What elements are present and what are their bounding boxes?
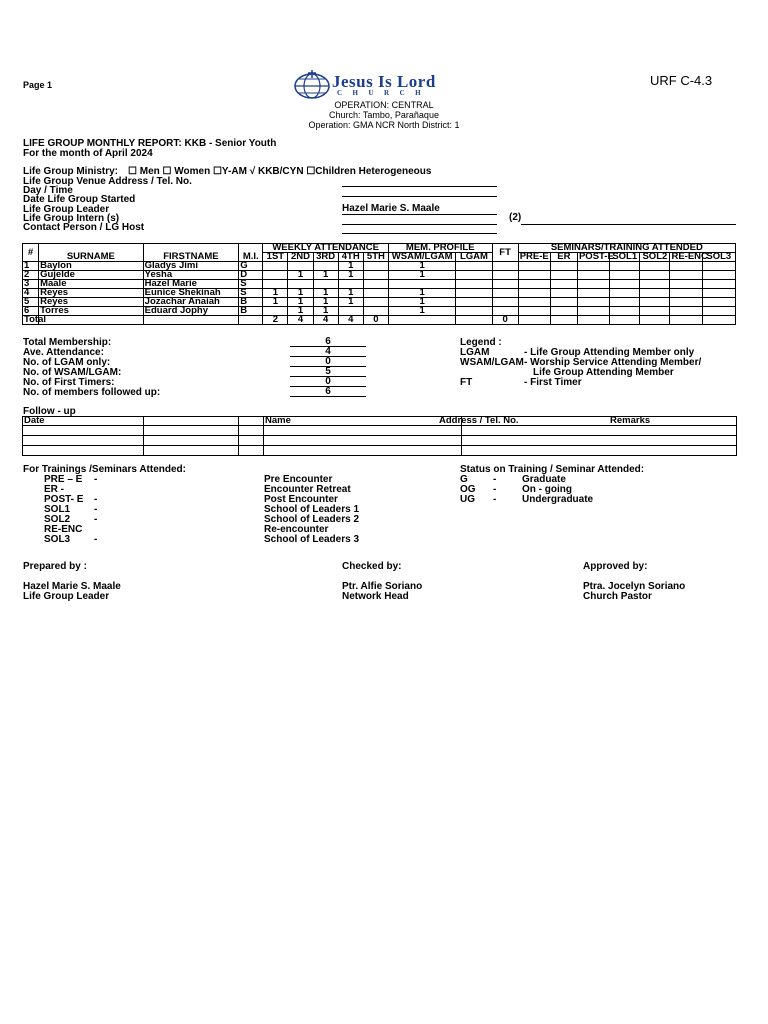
table-cell: Reyes (39, 289, 144, 298)
training-code: ER - (44, 484, 64, 495)
table-cell (610, 262, 640, 271)
table-cell: 1 (288, 289, 313, 298)
legend-lgam-key: LGAM (460, 347, 490, 358)
col-er: ER (550, 253, 577, 262)
status-dash: - (493, 494, 497, 505)
table-cell: 6 (23, 307, 39, 316)
table-cell (670, 298, 702, 307)
table-cell: 0 (363, 316, 388, 325)
followup-col-address: Address / Tel. No. (439, 415, 519, 426)
logo-subtitle: CHURCH (337, 89, 432, 97)
training-name: School of Leaders 2 (264, 514, 360, 525)
intern-line-left (342, 224, 497, 225)
church-line: Church: Tambo, Parañaque (329, 110, 439, 120)
table-cell: Jozachar Anaiah (143, 298, 239, 307)
col-week-3: 3RD (313, 253, 338, 262)
table-cell (577, 280, 609, 289)
weekly-attendance-header: WEEKLY ATTENDANCE (263, 244, 389, 253)
summary-label: No. of First Timers: (23, 377, 115, 388)
table-cell: 1 (263, 289, 288, 298)
training-code: POST- E (44, 494, 84, 505)
table-cell: Total (24, 314, 46, 325)
leader-value: Hazel Marie S. Maale (342, 203, 440, 214)
table-row (23, 307, 736, 316)
table-cell: 1 (313, 307, 338, 316)
table-cell (239, 316, 263, 325)
table-cell: 1 (338, 289, 363, 298)
table-cell (610, 298, 640, 307)
table-cell (640, 307, 670, 316)
table-cell (670, 262, 702, 271)
table-cell (456, 298, 492, 307)
followup-col-date: Date (23, 417, 144, 426)
table-cell (456, 316, 492, 325)
table-cell: 5 (23, 298, 39, 307)
col-sol3: SOL3 (702, 253, 735, 262)
table-cell (640, 280, 670, 289)
training-name: School of Leaders 1 (264, 504, 360, 515)
col-mi: M.I. (239, 244, 263, 262)
legend-wsam-key: WSAM/LGAM (460, 357, 524, 368)
table-cell (550, 307, 577, 316)
summary-value: 6 (290, 387, 366, 397)
table-cell (610, 289, 640, 298)
approved-label: Approved by: (583, 561, 648, 572)
col-week-2: 2ND (288, 253, 313, 262)
table-cell (610, 280, 640, 289)
venue-line (342, 186, 497, 187)
table-cell: 1 (263, 298, 288, 307)
table-cell (702, 289, 735, 298)
table-cell (363, 271, 388, 280)
table-cell (456, 289, 492, 298)
training-name: Re-encounter (264, 524, 329, 535)
prepared-role: Life Group Leader (23, 591, 110, 602)
table-cell (456, 271, 492, 280)
report-title: LIFE GROUP MONTHLY REPORT: KKB - Senior Youth (23, 138, 277, 149)
status-code: G (460, 474, 468, 485)
table-row (23, 298, 736, 307)
leader-line (342, 214, 497, 215)
seminars-header: SEMINARS/TRAINING ATTENDED (518, 244, 735, 253)
table-cell (518, 316, 550, 325)
table-cell (550, 262, 577, 271)
table-cell (492, 289, 518, 298)
table-cell: B (239, 307, 263, 316)
table-cell (363, 298, 388, 307)
trainings-title: For Trainings /Seminars Attended: (23, 464, 186, 475)
training-dash: - (94, 534, 98, 545)
summary-value: 4 (290, 347, 366, 357)
training-dash: - (94, 474, 98, 485)
ministry-options: ☐ Men ☐ Women ☐Y-AM √ KKB/CYN ☐Children Heterogeneous (128, 166, 432, 177)
table-cell: 1 (313, 271, 338, 280)
table-cell: 4 (23, 289, 39, 298)
col-pre-e: PRE-E (519, 251, 549, 262)
table-cell (39, 316, 144, 325)
table-cell: 4 (338, 316, 363, 325)
table-cell: 2 (23, 271, 39, 280)
table-cell (492, 280, 518, 289)
day-time-label: Day / Time (23, 185, 73, 196)
table-cell (670, 289, 702, 298)
followup-row (23, 446, 737, 456)
status-desc: Graduate (522, 474, 566, 485)
training-name: School of Leaders 3 (264, 534, 360, 545)
table-cell: B (239, 298, 263, 307)
legend-wsam-desc: - Worship Service Attending Member/ (524, 357, 702, 368)
table-cell (550, 280, 577, 289)
checked-role: Network Head (342, 591, 409, 602)
status-dash: - (493, 474, 497, 485)
summary-label: No. of members followed up: (23, 387, 161, 398)
table-cell (577, 316, 609, 325)
table-cell (577, 307, 609, 316)
table-cell (363, 262, 388, 271)
table-cell: 1 (288, 307, 313, 316)
table-cell (143, 316, 239, 325)
table-cell (640, 289, 670, 298)
status-dash: - (493, 484, 497, 495)
col-re-enc: RE-ENC (671, 251, 708, 262)
legend-wsam-desc-2: Life Group Attending Member (533, 367, 674, 378)
table-cell: 1 (388, 298, 455, 307)
training-code: PRE – E (44, 474, 83, 485)
table-cell (518, 298, 550, 307)
venue-label: Life Group Venue Address / Tel. No. (23, 176, 192, 187)
table-cell: Maale (39, 280, 144, 289)
col-lgam: LGAM (456, 253, 492, 262)
table-cell: 1 (388, 262, 455, 271)
col-number: # (23, 244, 39, 262)
table-cell: 1 (313, 298, 338, 307)
table-cell (577, 289, 609, 298)
table-cell: 1 (388, 271, 455, 280)
table-cell (550, 298, 577, 307)
member-profile-header: MEM. PROFILE (388, 244, 492, 253)
table-cell: 1 (338, 271, 363, 280)
table-row (23, 271, 736, 280)
table-cell: S (239, 280, 263, 289)
status-desc: On - going (522, 484, 572, 495)
table-cell (263, 271, 288, 280)
col-sol2: SOL2 (640, 253, 670, 262)
table-cell (702, 271, 735, 280)
total-row (23, 316, 736, 325)
page-label: Page 1 (23, 80, 53, 90)
table-cell: 1 (388, 289, 455, 298)
table-cell (702, 307, 735, 316)
globe-icon (292, 70, 332, 100)
table-cell: 1 (23, 262, 39, 271)
intern-line (521, 224, 736, 225)
summary-label: Ave. Attendance: (23, 347, 104, 358)
table-cell (702, 280, 735, 289)
table-cell: Hazel Marie (143, 280, 239, 289)
table-cell: 1 (313, 289, 338, 298)
legend-lgam-desc: - Life Group Attending Member only (524, 347, 695, 358)
table-cell (550, 316, 577, 325)
table-cell (363, 280, 388, 289)
status-code: OG (460, 484, 476, 495)
table-cell (518, 262, 550, 271)
training-dash: - (94, 514, 98, 525)
summary-label: No. of LGAM only: (23, 357, 111, 368)
summary-value: 5 (290, 367, 366, 377)
table-cell (456, 307, 492, 316)
col-firstname: FIRSTNAME (143, 244, 239, 262)
training-dash: - (94, 504, 98, 515)
training-name: Encounter Retreat (264, 484, 351, 495)
followup-row (23, 436, 737, 446)
table-cell: Eunice Shekinah (143, 289, 239, 298)
table-cell: Torres (39, 307, 144, 316)
followup-table (22, 416, 737, 456)
table-row (23, 280, 736, 289)
followup-col-remarks: Remarks (462, 417, 737, 426)
table-cell (702, 316, 735, 325)
table-cell (388, 316, 455, 325)
table-cell (363, 289, 388, 298)
table-cell: S (239, 289, 263, 298)
attendance-table (22, 243, 736, 325)
approved-name: Ptra. Jocelyn Soriano (583, 581, 686, 592)
table-cell (670, 271, 702, 280)
table-cell: Gujelde (39, 271, 144, 280)
col-surname: SURNAME (39, 244, 144, 262)
table-cell (263, 262, 288, 271)
col-week-4: 4TH (338, 253, 363, 262)
table-cell: D (239, 271, 263, 280)
table-cell: 4 (288, 316, 313, 325)
table-cell (610, 316, 640, 325)
table-cell (640, 298, 670, 307)
table-cell: 3 (23, 280, 39, 289)
table-cell: 4 (313, 316, 338, 325)
training-name: Post Encounter (264, 494, 338, 505)
table-cell (518, 280, 550, 289)
table-cell (550, 271, 577, 280)
followup-title: Follow - up (23, 406, 76, 417)
status-title: Status on Training / Seminar Attended: (460, 464, 645, 475)
followup-col-name: Name Address / Tel. No. (265, 415, 519, 426)
table-row (23, 262, 736, 271)
col-post-e: POST-E (578, 251, 614, 262)
col-week-5: 5TH (363, 253, 388, 262)
summary-value: 0 (290, 377, 366, 387)
table-cell (456, 262, 492, 271)
table-cell (670, 280, 702, 289)
intern-label: Life Group Intern (s) (23, 213, 120, 224)
training-code: RE-ENC (44, 524, 83, 535)
leader-label: Life Group Leader (23, 204, 110, 215)
table-cell: 1 (288, 271, 313, 280)
table-cell: Reyes (39, 298, 144, 307)
table-cell: Baylon (39, 262, 144, 271)
intern-count: (2) (509, 212, 522, 223)
day-time-line (342, 196, 497, 197)
col-wsam-lgam: WSAM/LGAM (388, 253, 455, 262)
table-cell (518, 289, 550, 298)
training-dash: - (94, 494, 98, 505)
table-cell: 0 (492, 316, 518, 325)
status-desc: Undergraduate (522, 494, 594, 505)
followup-row (23, 426, 737, 436)
table-cell (610, 307, 640, 316)
legend-ft-key: FT (460, 377, 473, 388)
training-code: SOL1 (44, 504, 71, 515)
report-month: For the month of April 2024 (23, 148, 153, 159)
table-cell (492, 298, 518, 307)
table-cell (492, 262, 518, 271)
table-cell (577, 262, 609, 271)
table-cell (577, 271, 609, 280)
table-cell (518, 307, 550, 316)
summary-value: 0 (290, 357, 366, 367)
checked-name: Ptr. Alfie Soriano (342, 581, 423, 592)
table-cell (702, 262, 735, 271)
table-cell: G (239, 262, 263, 271)
col-ft: FT (492, 244, 518, 262)
table-row (23, 289, 736, 298)
checked-label: Checked by: (342, 561, 402, 572)
table-cell: Yesha (143, 271, 239, 280)
table-cell: 1 (288, 298, 313, 307)
table-cell: Eduard Jophy (143, 307, 239, 316)
training-code: SOL3 (44, 534, 71, 545)
col-week-1: 1ST (263, 253, 288, 262)
legend-title: Legend : (460, 337, 502, 348)
operation-line: OPERATION: CENTRAL (334, 100, 434, 110)
ministry-label: Life Group Ministry: (23, 166, 118, 177)
table-cell (640, 262, 670, 271)
table-cell (640, 316, 670, 325)
summary-label: Total Membership: (23, 337, 112, 348)
table-cell (577, 298, 609, 307)
table-cell: 1 (338, 262, 363, 271)
table-cell (640, 271, 670, 280)
district-line: Operation: GMA NCR North District: 1 (308, 120, 460, 130)
summary-value: 6 (290, 337, 366, 347)
contact-label: Contact Person / LG Host (23, 222, 145, 233)
col-sol1: SOL1 (610, 253, 640, 262)
table-cell (550, 289, 577, 298)
table-cell: Gladys Jimi (143, 262, 239, 271)
table-cell (492, 271, 518, 280)
table-cell (670, 307, 702, 316)
table-cell (702, 298, 735, 307)
contact-line (342, 233, 497, 234)
church-logo (292, 70, 478, 100)
table-cell (456, 280, 492, 289)
training-code: SOL2 (44, 514, 71, 525)
table-cell (670, 316, 702, 325)
prepared-name: Hazel Marie S. Maale (23, 581, 121, 592)
approved-role: Church Pastor (583, 591, 652, 602)
logo-title: Jesus Is Lord (332, 72, 436, 91)
training-name: Pre Encounter (264, 474, 333, 485)
summary-label: No. of WSAM/LGAM: (23, 367, 122, 378)
table-cell (610, 271, 640, 280)
table-cell (518, 271, 550, 280)
table-cell: 1 (388, 307, 455, 316)
legend-ft-desc: - First Timer (524, 377, 582, 388)
date-started-label: Date Life Group Started (23, 194, 136, 205)
status-code: UG (460, 494, 475, 505)
table-cell: 1 (338, 298, 363, 307)
table-cell: 2 (263, 316, 288, 325)
prepared-label: Prepared by : (23, 561, 87, 572)
form-code: URF C-4.3 (650, 73, 713, 88)
